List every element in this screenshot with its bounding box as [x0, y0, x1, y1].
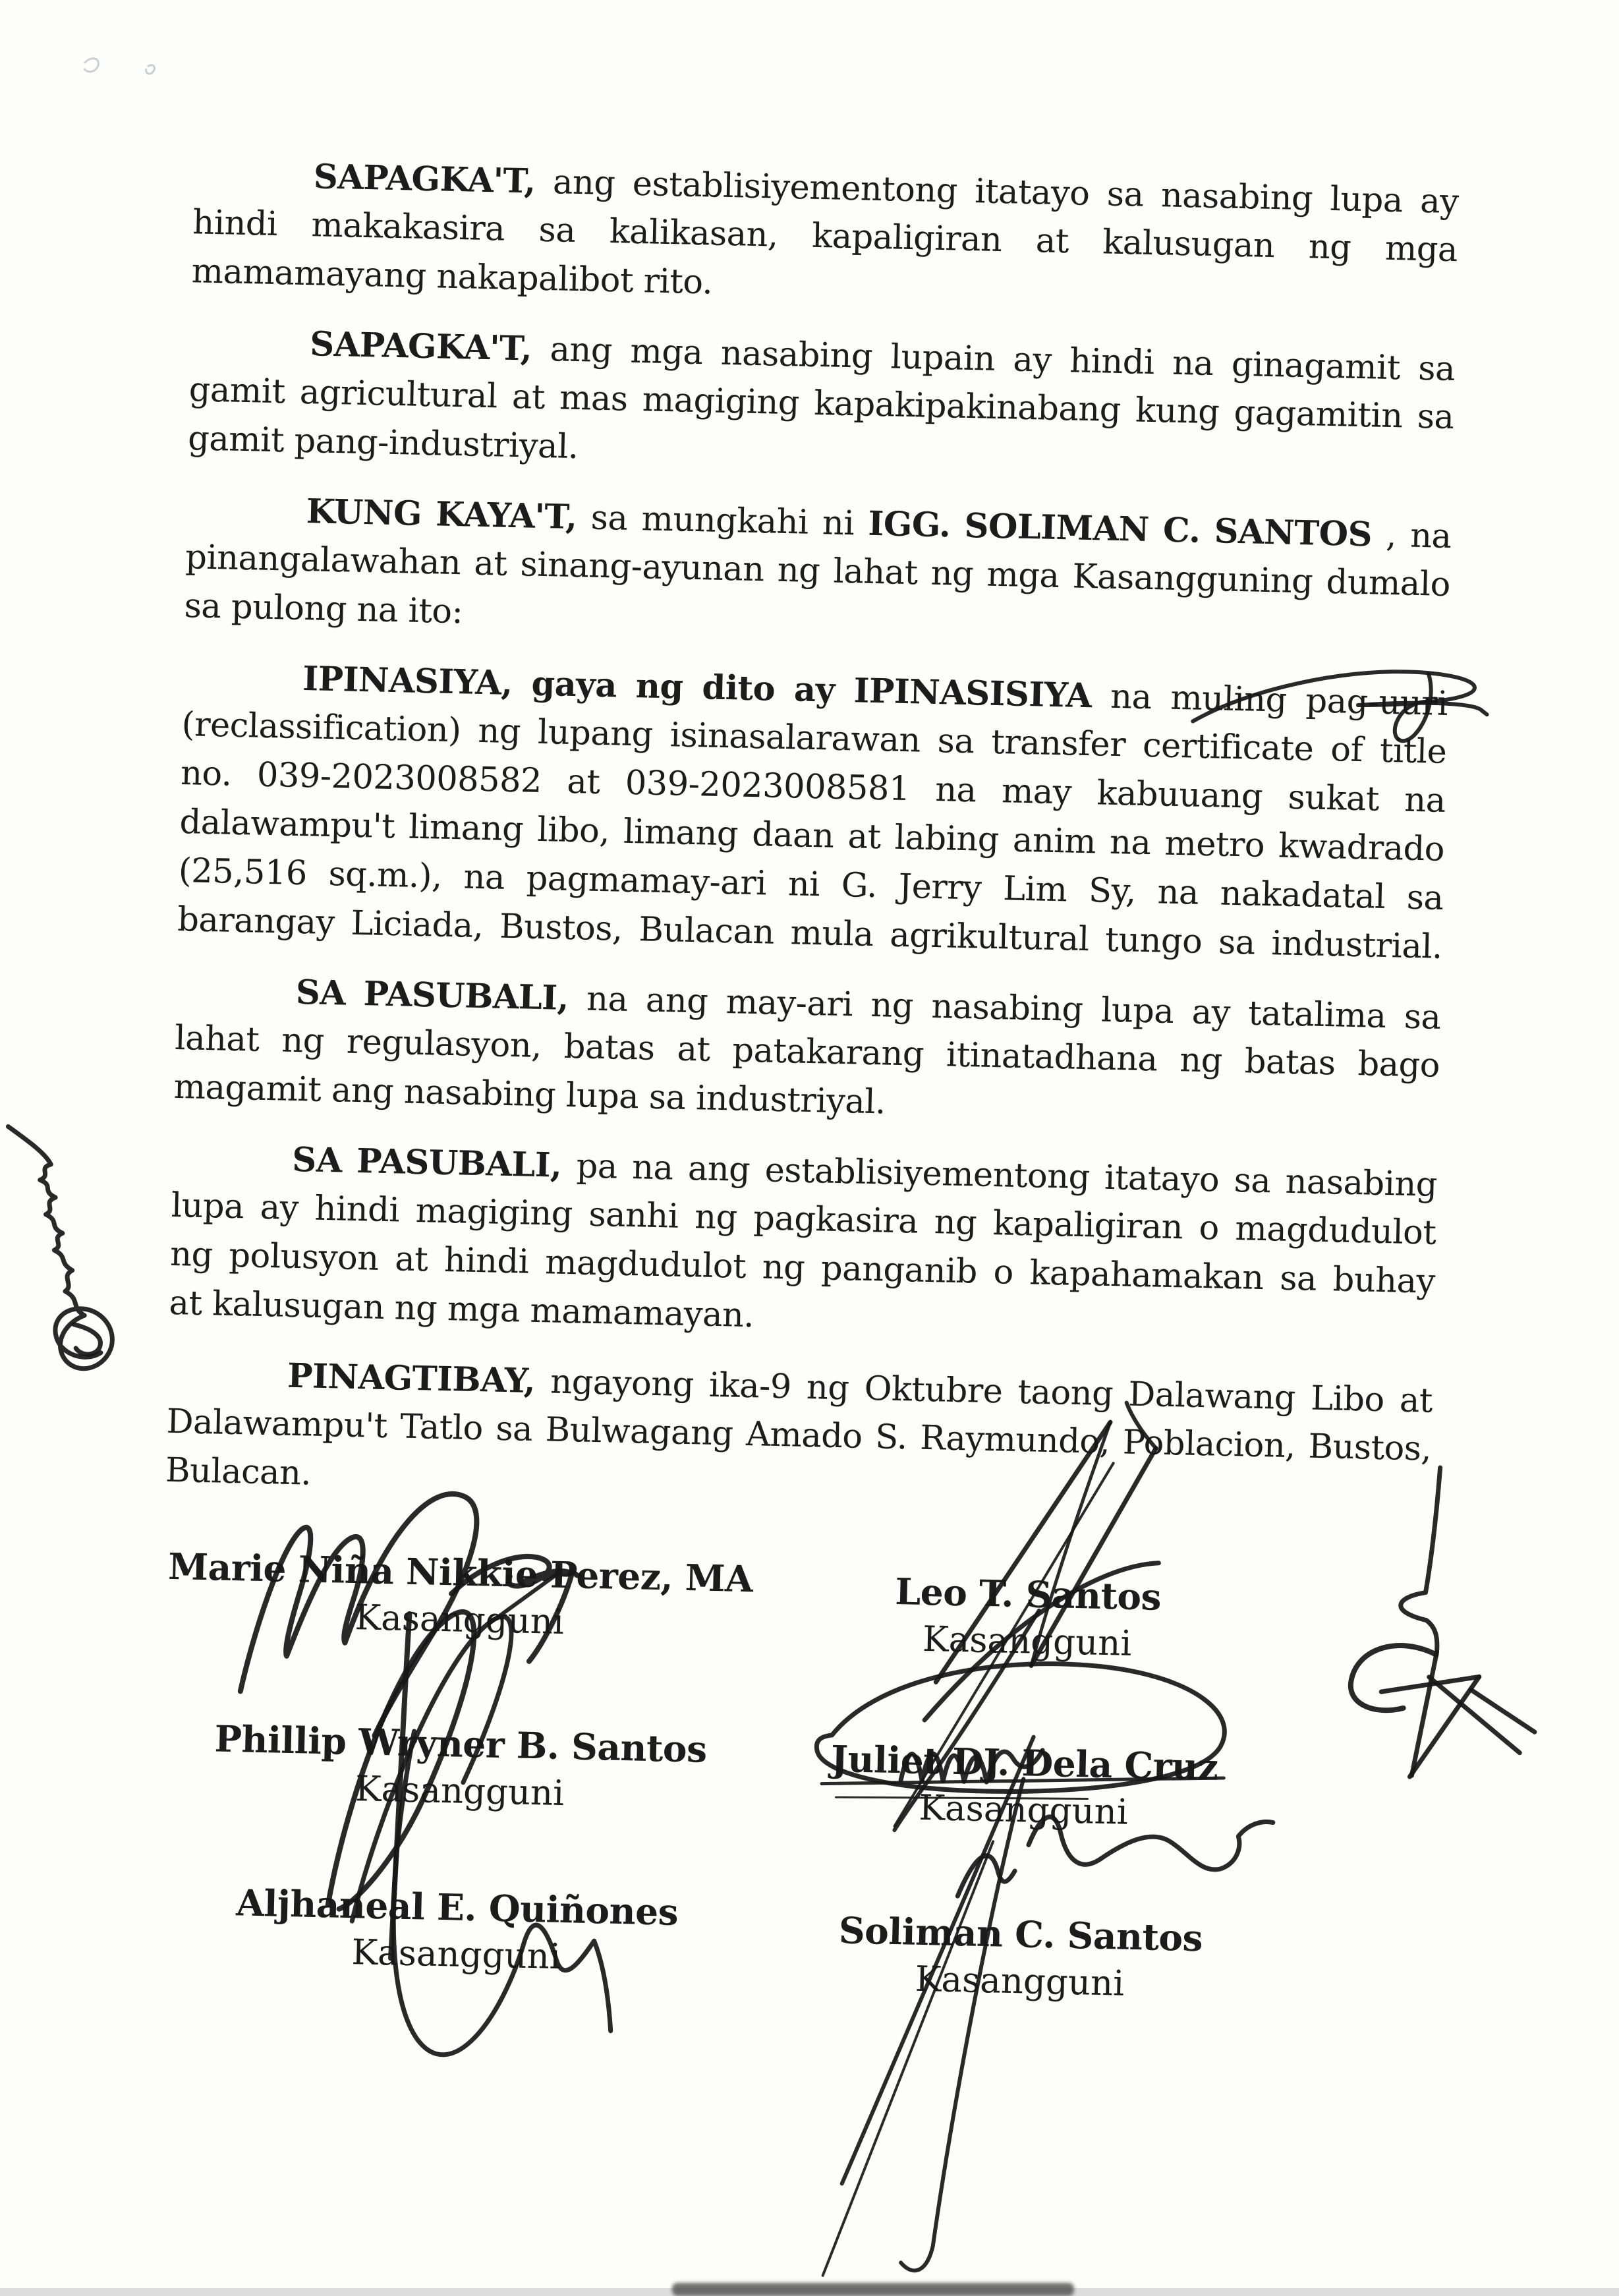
text-line: dalawampu't limang libo, limang daan at labing anim na metro kwadrado — [179, 803, 1445, 869]
signatory-title: Kasangguni — [355, 1769, 565, 1814]
text-line: gamit agricultural at mas magiging kapakipakinabang kung gagamitin sa — [188, 370, 1455, 438]
text-line: (reclassification) ng lupang isinasalarawan sa transfer certificate of title — [181, 705, 1447, 772]
signatory-title: Kasangguni — [915, 1959, 1125, 2004]
text-line: KUNG KAYA'T, sa mungkahi ni IGG. SOLIMAN C. SANTOS , na — [306, 492, 1452, 557]
signatory-title: Kasangguni — [351, 1932, 561, 1978]
signatory-block — [146, 1713, 774, 1822]
text-line: SA PASUBALI, pa na ang establisiyementong itatayo sa nasabing — [291, 1139, 1438, 1205]
text-line: lahat ng regulasyon, batas at patakarang itinatadhana ng batas bago — [174, 1018, 1440, 1085]
signatory-title: Kasangguni — [922, 1619, 1132, 1664]
signatory-name: Phillip Wryner B. Santos — [213, 1717, 708, 1771]
text-line: sa pulong na ito: — [184, 587, 463, 632]
text-line: lupa ay hindi magiging sanhi ng pagkasira ng kapaligiran o magdudulot — [171, 1186, 1436, 1253]
signatory-block — [714, 1564, 1342, 1673]
signatory-name: Aljhaneal E. Quiñones — [235, 1881, 679, 1934]
text-line: hindi makakasira sa kalikasan, kapaligiran at kalusugan ng mga — [192, 203, 1458, 270]
text-line: no. 039-2023008582 at 039-2023008581 na may kabuuang sukat na — [180, 754, 1446, 820]
text-line: pinangalawahan at sinang-ayunan ng lahat ng mga Kasangguning dumalo — [185, 538, 1451, 605]
text-line: Bulacan. — [165, 1450, 312, 1493]
text-line: Dalawampu't Tatlo sa Bulwagang Amado S. Raymundo, Poblacion, Bustos, — [166, 1402, 1432, 1469]
scan-edge-smudge — [672, 2283, 1074, 2296]
text-line: SAPAGKA'T, ang mga nasabing lupain ay hindi na ginagamit sa — [309, 324, 1456, 389]
text-line: IPINASIYA, gaya ng dito ay IPINASISIYA na muling pag-uuri — [302, 659, 1448, 724]
text-line: (25,516 sq.m.), na pagmamay-ari ni G. Jerry Lim Sy, na nakadatal sa — [178, 851, 1444, 918]
signatory-block — [146, 1542, 774, 1651]
text-line: barangay Liciada, Bustos, Bulacan mula agrikultural tungo sa industrial. — [177, 900, 1443, 967]
signatory-name: Leo T. Santos — [894, 1570, 1162, 1619]
signatory-block — [142, 1877, 770, 1986]
text-line: magamit ang nasabing lupa sa industriyal. — [173, 1067, 886, 1122]
signatory-title: Kasangguni — [355, 1597, 565, 1643]
signatory-title: Kasangguni — [918, 1787, 1129, 1833]
signatory-name: Juliet DJ. Dela Cruz — [830, 1736, 1219, 1789]
text-line: gamit pang-industriyal. — [187, 419, 579, 467]
text-line: ng polusyon at hindi magdudulot ng panganib o kapahamakan sa buhay — [169, 1234, 1436, 1302]
signatory-block — [710, 1733, 1338, 1841]
signatory-name: Marie Niña Nikkie Perez, MA — [167, 1544, 754, 1601]
signatory-block — [706, 1904, 1334, 2013]
text-line: SA PASUBALI, na ang may-ari ng nasabing lupa ay tatalima sa — [295, 972, 1442, 1037]
text-line: at kalusugan ng mga mamamayan. — [168, 1283, 754, 1336]
text-line: mamamayang nakapalibot rito. — [191, 252, 713, 302]
text-line: PINAGTIBAY, ngayong ika-9 ng Oktubre taong Dalawang Libo at — [287, 1356, 1433, 1421]
signatory-name: Soliman C. Santos — [838, 1909, 1203, 1960]
text-line: SAPAGKA'T, ang establisiyementong itatayo sa nasabing lupa ay — [313, 157, 1460, 222]
